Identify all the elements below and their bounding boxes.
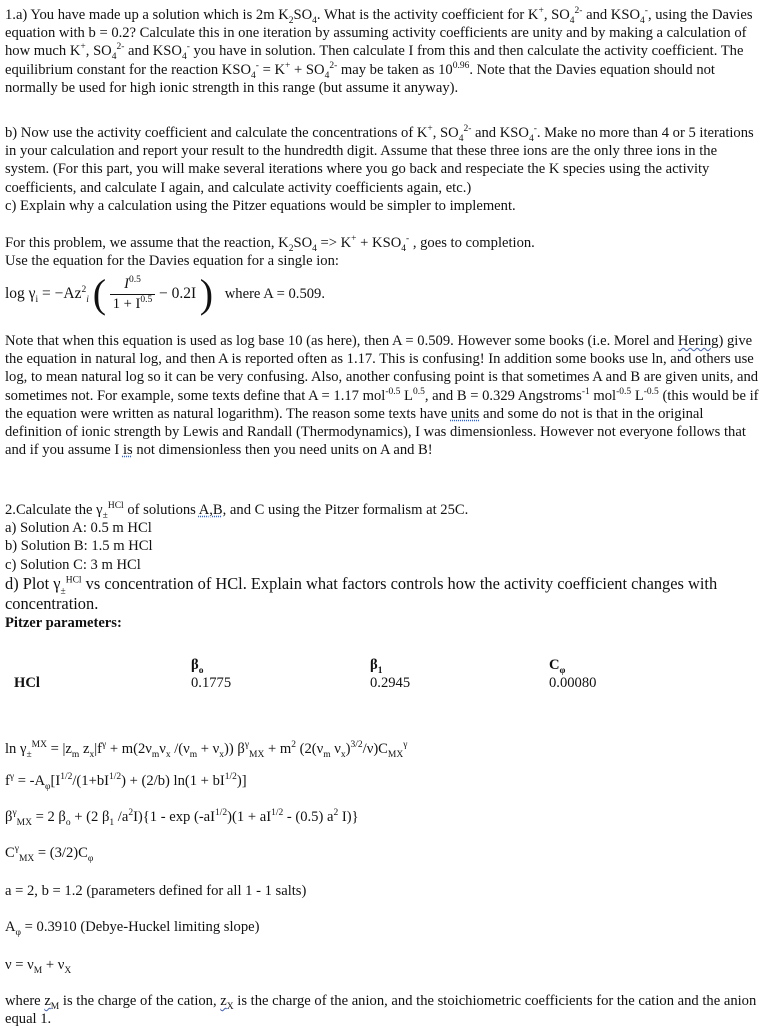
value-cphi: 0.00080 xyxy=(549,675,597,691)
question-1c: c) Explain why a calculation using the Pitzer equations would be simpler to implement. xyxy=(5,198,516,214)
note-paragraph: Note that when this equation is used as log base 10 (as here), then A = 0.509. However some books (i.e. Morel and Hering) give the equation in natural log, and then A is reported often as 1.17. This is confusing! In addition some books use ln, and others use log, to mean natural log so it can be very confusing. Also, another confusing point is that sometimes A and B are given units, and sometimes not. For example, some texts define that A = 1.17 mol$^{-0.5}$ $L^{0.5}$, and B = 0.329 Angstroms$^{-1}$ mol$^{-0.5}$ $L^{-0.5}$ (this would be if the equation were written as natural logarithm). The reason some texts have units and some do not is that in the original definition of ionic strength by Lewis and Randall (Thermodynamics), I was dimensionless. However not everyone follows that and if you assume I is not dimensionless then you need units on A and B! xyxy=(5,333,759,459)
question-1b: b) Now use the activity coefficient and calculate the concentrations of K+, $SO_4^{2-}$ and $KSO_4^-$. Make no more than 4 or 5 iterations in your calculation and report your result to the hundredth digit. Assume that these three ions are the only three ions in the system. (For this part, you will make several iterations where you go back and respeciate the K species using the activity coefficients, and calculate I again, and calculate activity coefficients again, etc.) xyxy=(5,124,754,196)
q1a-lead: 1.a) You have made up a solution which is 2m K xyxy=(5,7,289,23)
formula-definitions: where $z_M$ is the charge of the cation, $z_X$ is the charge of the anion, and the stoichiometric coefficients for the cation and the anion equal 1. xyxy=(5,993,757,1028)
davies-equation: $\log \gamma_i = -Az^2_i$ ( $\frac{I^{0.5}}{1 + I^{0.5}}$ − 0.2I ) where A = 0.509. xyxy=(5,271,325,316)
formula-nu: $\nu = \nu_M + \nu_X$ xyxy=(5,957,72,976)
formula-a-phi: $A_\varphi = 0.3910$ (Debye-Huckel limiting slope) xyxy=(5,919,260,938)
row-label-hcl: HCl xyxy=(14,675,40,691)
value-beta0: 0.1775 xyxy=(191,675,232,691)
header-cphi: $C_\varphi$ xyxy=(549,657,566,676)
formula-beta-mx: $\beta^\gamma_{MX} = 2$ $\beta_o + (2$ $\beta_1$ $/a^2I)\{1 - \exp (-aI^{1/2})(1 + aI^{1/2} - (0.5)$ $a^2$ I)} xyxy=(5,808,359,828)
answer-intro: For this problem, we assume that the reaction, $K_2SO_4 => K^+ + KSO_4^-$ , goes to completion. Use the equation for the Davies equation for a single ion: xyxy=(5,234,535,270)
header-beta1: $\beta_1$ xyxy=(370,657,383,676)
solution-b: b) Solution B: 1.5 m HCl xyxy=(5,538,153,555)
pitzer-heading: Pitzer parameters: xyxy=(5,614,122,631)
value-beta1: 0.2945 xyxy=(370,675,411,691)
header-beta0: $\beta_o$ xyxy=(191,657,204,676)
davies-fraction: $\frac{I^{0.5}}{1 + I^{0.5}}$ xyxy=(110,275,156,312)
formula-f-gamma: $f^\gamma = -A_\varphi[I^{1/2}/(1+bI^{1/2}) + (2/b) \ln(1 + bI^{1/2})]$ xyxy=(5,772,247,792)
formula-ln-gamma: $\ln \gamma_\pm^{MX} = |z_m$ $z_x|f^\gamma + m(2\nu_m\nu_x$ $/(\nu_m + \nu_x)$) $\beta^\gamma_{MX} + m^2$ ($2(\nu_m$ $\nu_x)^{3/2}/\nu)C_{MX}^\gamma$ xyxy=(5,740,408,760)
formula-c-mx: $C^\gamma_{MX} = (3/2)C_\varphi$ xyxy=(5,844,94,864)
equilibrium-exponent: 0.96 xyxy=(452,60,470,71)
question-2: 2.Calculate the $\gamma_\pm^{HCl}$ of solutions A,B, and C using the Pitzer formalism at 25C. a) Solution A: 0.5 m HCl b) Solution B: 1.5 m HCl c) Solution C: 3 m HCl d) Plot $\gamma_\pm^{HCl}$ vs concentration of HCl. Explain what factors controls how the activity coefficient changes with concentration. Pitzer parameters: xyxy=(5,501,761,632)
solution-a: a) Solution A: 0.5 m HCl xyxy=(5,520,152,537)
formula-a-b: a = 2, b = 1.2 (parameters defined for all 1 - 1 salts) xyxy=(5,883,307,899)
solution-c: c) Solution C: 3 m HCl xyxy=(5,556,141,573)
question-1a: 1.a) You have made up a solution which is 2m $K_2SO_4$. What is the activity coefficient for K+, $SO_4^{2-}$ and $KSO_4^-$, using the Davies equation with b = 0.2? Calculate this in one iteration by assuming activity coefficients are unity and by making a calculation of how much K+, $SO_4^{2-}$ and $KSO_4^-$ you have in solution. Then calculate I from this and then calculate the activity coefficient. The equilibrium constant for the reaction $KSO_4^- = K^+ + SO_4^{2-}$ may be taken as $10^{0.96}$. Note that the Davies equation should not normally be used for high ionic strength in this range (but assume it anyway). xyxy=(5,6,753,96)
